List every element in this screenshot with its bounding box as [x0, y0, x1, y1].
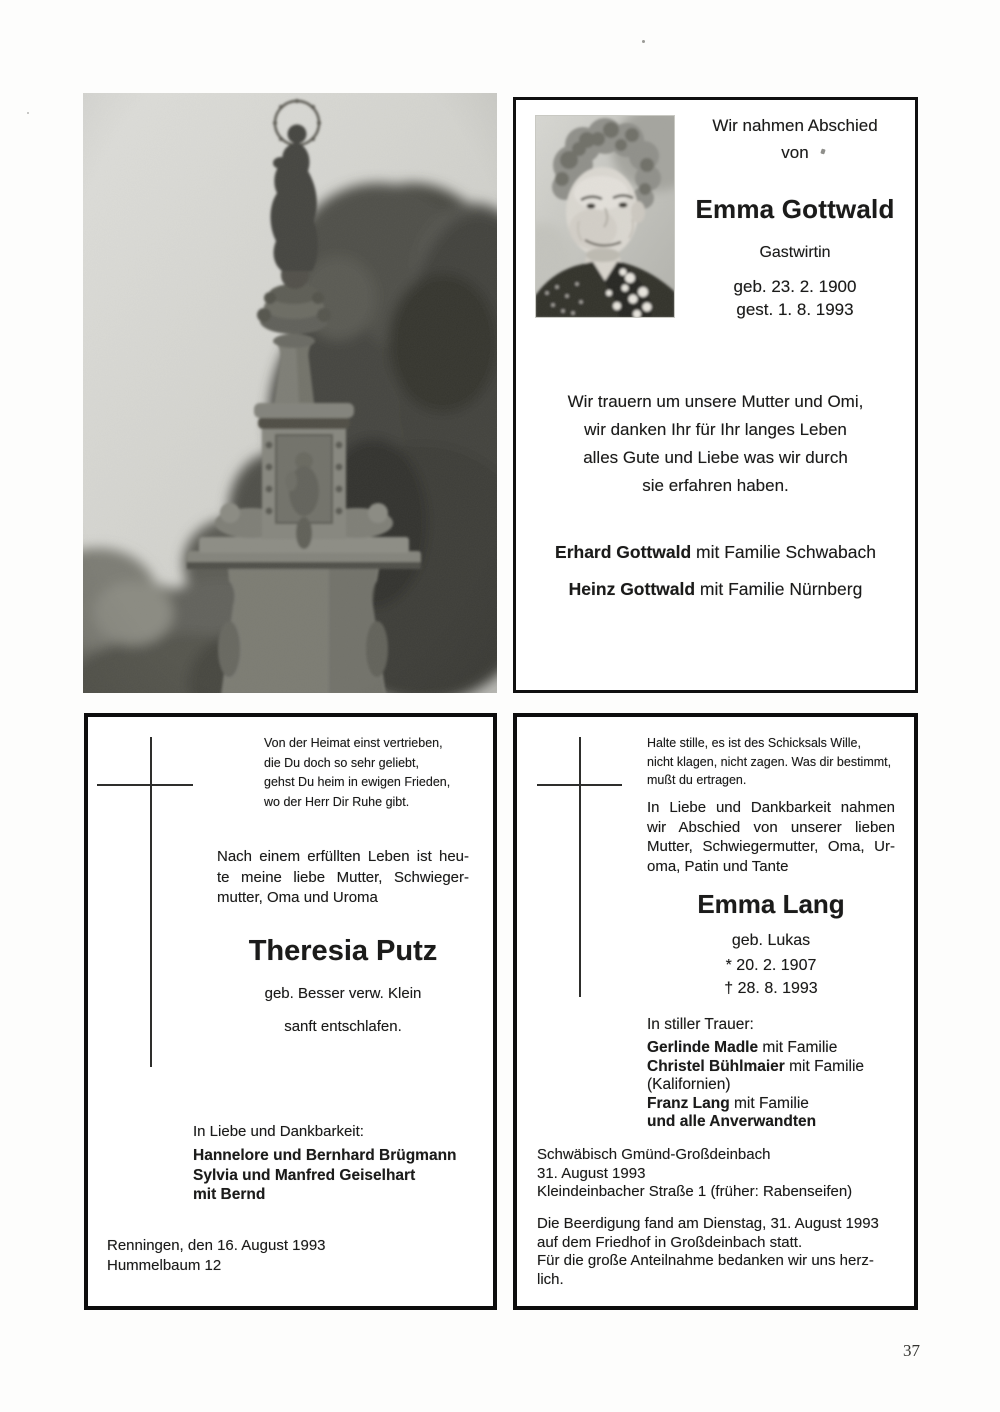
- funeral-line: Für die große Anteilnahme bedanken wir uns herz-: [537, 1252, 874, 1269]
- mourner-name: Franz Lang: [647, 1094, 730, 1112]
- condolence-text: [518, 388, 913, 500]
- mourner-detail: mit Familie: [729, 1094, 809, 1112]
- page-number: 37: [903, 1341, 920, 1360]
- mourner-line: [647, 1058, 864, 1077]
- mourner-line: [647, 1039, 864, 1058]
- obituary-card-emma-gottwald: [513, 97, 918, 693]
- scan-speck: [820, 149, 825, 155]
- birth-date: geb. 23. 2. 1900: [733, 277, 857, 296]
- verse-line: die Du doch so sehr geliebt,: [264, 755, 419, 770]
- mourner-detail: mit Familie Nürnberg: [695, 579, 863, 599]
- portrait-photo: [535, 115, 675, 318]
- obituary-card-theresia-putz: [84, 713, 497, 1310]
- announcement-line: Nach einem erfüllten Leben ist heu-: [217, 848, 469, 865]
- announcement-line: te meine liebe Mutter, Schwieger-: [217, 868, 469, 886]
- place-date-line: Renningen, den 16. August 1993: [107, 1237, 326, 1254]
- verse-line: mußt du ertragen.: [647, 773, 747, 787]
- statue-photo: [83, 93, 497, 693]
- deceased-name: Emma Lang: [697, 889, 845, 919]
- mourner-line: [518, 542, 913, 563]
- funeral-notice: [537, 1215, 879, 1289]
- elderly-woman-portrait-illustration: [535, 115, 675, 318]
- verse-line: Halte stille, es ist des Schicksals Wille,: [647, 736, 861, 750]
- condolence-line: sie erfahren haben.: [642, 476, 789, 495]
- condolence-line: wir danken Ihr für Ihr langes Leben: [584, 420, 847, 439]
- mourner-name: Gerlinde Madle: [647, 1039, 759, 1056]
- mourner-detail: mit Familie Schwabach: [691, 542, 876, 562]
- verse-line: Von der Heimat einst vertrieben,: [264, 736, 443, 750]
- mourner-line: (Kalifornien): [647, 1076, 731, 1093]
- mourner-detail: mit Familie: [784, 1057, 865, 1075]
- obituary-card-emma-lang: [513, 713, 918, 1310]
- street-line: Kleindeinbacher Straße 1 (früher: Rabenseifen): [537, 1183, 853, 1200]
- funeral-line: lich.: [537, 1270, 564, 1288]
- place-line: Schwäbisch Gmünd-Großdeinbach: [537, 1146, 771, 1163]
- mourner-list: [647, 1039, 864, 1132]
- mourner-line: [647, 1095, 864, 1114]
- farewell-line-1: Wir nahmen Abschied: [712, 116, 878, 135]
- address-line: Hummelbaum 12: [107, 1257, 222, 1274]
- date-line: 31. August 1993: [537, 1164, 646, 1182]
- place-and-date: [107, 1236, 326, 1276]
- mourner-name: und alle Anverwandten: [647, 1113, 817, 1130]
- announcement-line: oma, Patin und Tante: [647, 857, 789, 875]
- maiden-name: geb. Lukas: [731, 932, 811, 949]
- mourner-name: Christel Bühlmaier: [647, 1057, 785, 1075]
- mourner-name: Heinz Gottwald: [568, 579, 696, 599]
- announcement-line: Mutter, Schwiegermutter, Oma, Ur-: [647, 838, 895, 855]
- von-text: von: [781, 143, 809, 162]
- mourner-detail: mit Familie: [758, 1039, 838, 1056]
- passing-note: sanft entschlafen.: [284, 1018, 402, 1035]
- scan-speck: [27, 112, 29, 114]
- birth-date: * 20. 2. 1907: [725, 957, 817, 974]
- announcement-text: [217, 847, 469, 909]
- announcement-text: [647, 798, 895, 876]
- condolence-line: Wir trauern um unsere Mutter und Omi,: [567, 392, 864, 411]
- mourner-list: [193, 1146, 457, 1205]
- closing-line: In Liebe und Dankbarkeit:: [193, 1123, 364, 1140]
- verse-line: wo der Herr Dir Ruhe gibt.: [264, 794, 410, 809]
- occupation: Gastwirtin: [759, 244, 831, 261]
- announcement-line: mutter, Oma und Uroma: [217, 889, 378, 906]
- film-grain: [83, 93, 497, 693]
- mourner-line: [647, 1113, 864, 1132]
- cross-icon: [537, 737, 622, 997]
- madonna-column-statue-illustration: [83, 93, 497, 693]
- mourner-name: Erhard Gottwald: [555, 542, 692, 562]
- announcement-line: wir Abschied von unserer lieben: [647, 818, 895, 836]
- verse-line: nicht klagen, nicht zagen. Was dir bestimmt,: [647, 754, 892, 769]
- funeral-line: Die Beerdigung fand am Dienstag, 31. August 1993: [537, 1215, 879, 1232]
- condolence-line: alles Gute und Liebe was wir durch: [583, 448, 848, 467]
- farewell-line-2: [675, 139, 915, 166]
- death-date: † 28. 8. 1993: [724, 980, 818, 997]
- deceased-name: Theresia Putz: [248, 935, 438, 967]
- funeral-line: auf dem Friedhof in Großdeinbach statt.: [537, 1233, 803, 1251]
- deceased-name: Emma Gottwald: [695, 194, 895, 224]
- address-block: [537, 1146, 852, 1202]
- verse-line: gehst Du heim in ewigen Frieden,: [264, 775, 451, 789]
- cross-icon: [97, 737, 193, 1067]
- scan-speck: [642, 40, 645, 43]
- mourner-line: Sylvia und Manfred Geiselhart: [193, 1166, 416, 1184]
- memorial-verse: [264, 734, 479, 812]
- mourner-line: Hannelore und Bernhard Brügmann: [193, 1147, 457, 1164]
- mourner-line: mit Bernd: [193, 1186, 266, 1203]
- announcement-line: In Liebe und Dankbarkeit nahmen: [647, 799, 895, 816]
- maiden-name: geb. Besser verw. Klein: [264, 985, 422, 1002]
- memorial-verse: [647, 734, 897, 790]
- closing-line: In stiller Trauer:: [647, 1016, 754, 1033]
- death-date: gest. 1. 8. 1993: [736, 300, 854, 319]
- mourner-line: [518, 579, 913, 600]
